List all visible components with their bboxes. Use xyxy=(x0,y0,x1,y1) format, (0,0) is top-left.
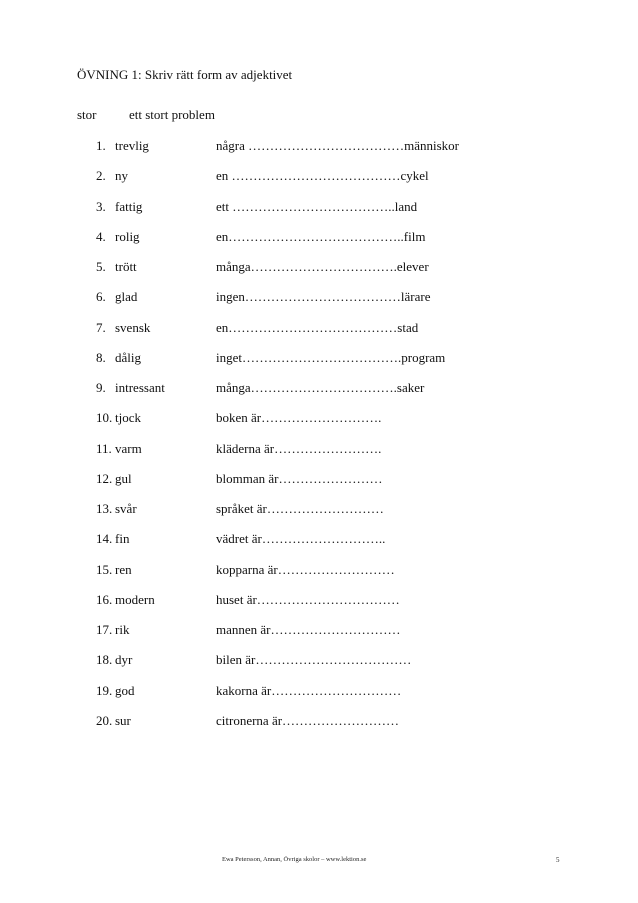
item-number: 10. xyxy=(96,410,113,426)
item-number: 1. xyxy=(96,138,106,153)
fill-in-phrase: vädret är……………………….. xyxy=(216,531,386,547)
fill-in-phrase: blomman är…………………… xyxy=(216,470,383,486)
adjective-word: god xyxy=(115,682,135,698)
list-item xyxy=(0,380,638,410)
adjective-word: fin xyxy=(115,531,130,547)
fill-in-phrase: kläderna är……………………. xyxy=(216,440,382,456)
item-number: 11. xyxy=(96,440,112,456)
list-item xyxy=(0,168,638,198)
list-item xyxy=(0,562,638,592)
adjective-word: intressant xyxy=(115,380,165,395)
list-item xyxy=(0,259,638,289)
page-number: 5 xyxy=(556,856,560,864)
fill-in-phrase: kakorna är………………………… xyxy=(216,682,402,698)
exercise-list xyxy=(0,138,638,743)
fill-in-phrase: några ………………………………människor xyxy=(216,138,460,153)
adjective-word: dålig xyxy=(115,349,141,365)
list-item xyxy=(0,441,638,471)
item-number: 5. xyxy=(96,259,106,274)
item-number: 2. xyxy=(96,168,106,184)
fill-in-phrase: bilen är……………………………… xyxy=(216,652,412,668)
adjective-word: fattig xyxy=(115,198,143,214)
item-number: 14. xyxy=(96,531,113,547)
list-item xyxy=(0,531,638,561)
fill-in-phrase: en…………………………………..film xyxy=(216,228,426,244)
adjective-word: glad xyxy=(115,289,138,305)
item-number: 8. xyxy=(96,349,106,365)
item-number: 9. xyxy=(96,380,106,395)
list-item xyxy=(0,320,638,350)
adjective-word: ren xyxy=(115,561,132,577)
adjective-word: varm xyxy=(115,440,142,456)
adjective-word: svår xyxy=(115,501,137,516)
item-number: 6. xyxy=(96,289,106,305)
list-item xyxy=(0,138,638,168)
footer-text: Ewa Petersson, Annan, Övriga skolor – www.lektion.se xyxy=(222,856,367,863)
item-number: 3. xyxy=(96,198,106,214)
fill-in-phrase: språket är……………………… xyxy=(216,501,384,516)
list-item xyxy=(0,410,638,440)
list-item xyxy=(0,683,638,713)
adjective-word: tjock xyxy=(115,410,141,426)
adjective-word: rik xyxy=(115,622,130,637)
item-number: 13. xyxy=(96,501,113,516)
fill-in-phrase: en…………………………………stad xyxy=(216,319,419,335)
adjective-word: rolig xyxy=(115,228,140,244)
item-number: 7. xyxy=(96,319,106,335)
example-answer: ett stort problem xyxy=(129,107,215,122)
item-number: 4. xyxy=(96,228,106,244)
item-number: 16. xyxy=(96,591,113,607)
example-word: stor xyxy=(77,107,97,122)
adjective-word: gul xyxy=(115,470,132,486)
fill-in-phrase: kopparna är……………………… xyxy=(216,561,395,577)
list-item xyxy=(0,471,638,501)
fill-in-phrase: citronerna är……………………… xyxy=(216,712,400,728)
list-item xyxy=(0,199,638,229)
list-item xyxy=(0,229,638,259)
fill-in-phrase: mannen är………………………… xyxy=(216,622,401,637)
adjective-word: ny xyxy=(115,168,128,184)
fill-in-phrase: en …………………………………cykel xyxy=(216,168,429,184)
fill-in-phrase: inget……………………………….program xyxy=(216,349,446,365)
fill-in-phrase: många…………………………….saker xyxy=(216,380,425,395)
adjective-word: svensk xyxy=(115,319,151,335)
fill-in-phrase: huset är…………………………… xyxy=(216,591,400,607)
item-number: 19. xyxy=(96,682,113,698)
item-number: 20. xyxy=(96,712,113,728)
list-item xyxy=(0,350,638,380)
list-item xyxy=(0,652,638,682)
list-item xyxy=(0,592,638,622)
fill-in-phrase: boken är………………………. xyxy=(216,410,382,426)
adjective-word: sur xyxy=(115,712,131,728)
list-item xyxy=(0,622,638,652)
exercise-title: ÖVNING 1: Skriv rätt form av adjektivet xyxy=(77,67,293,82)
fill-in-phrase: ingen………………………………lärare xyxy=(216,289,431,305)
item-number: 15. xyxy=(96,561,113,577)
adjective-word: trevlig xyxy=(115,138,149,153)
adjective-word: modern xyxy=(115,591,155,607)
item-number: 12. xyxy=(96,470,113,486)
item-number: 17. xyxy=(96,622,113,637)
item-number: 18. xyxy=(96,652,113,668)
adjective-word: trött xyxy=(115,259,137,274)
adjective-word: dyr xyxy=(115,652,133,668)
fill-in-phrase: ett ………………………………..land xyxy=(216,198,418,214)
list-item xyxy=(0,713,638,743)
fill-in-phrase: många…………………………….elever xyxy=(216,259,429,274)
list-item xyxy=(0,501,638,531)
list-item xyxy=(0,289,638,319)
